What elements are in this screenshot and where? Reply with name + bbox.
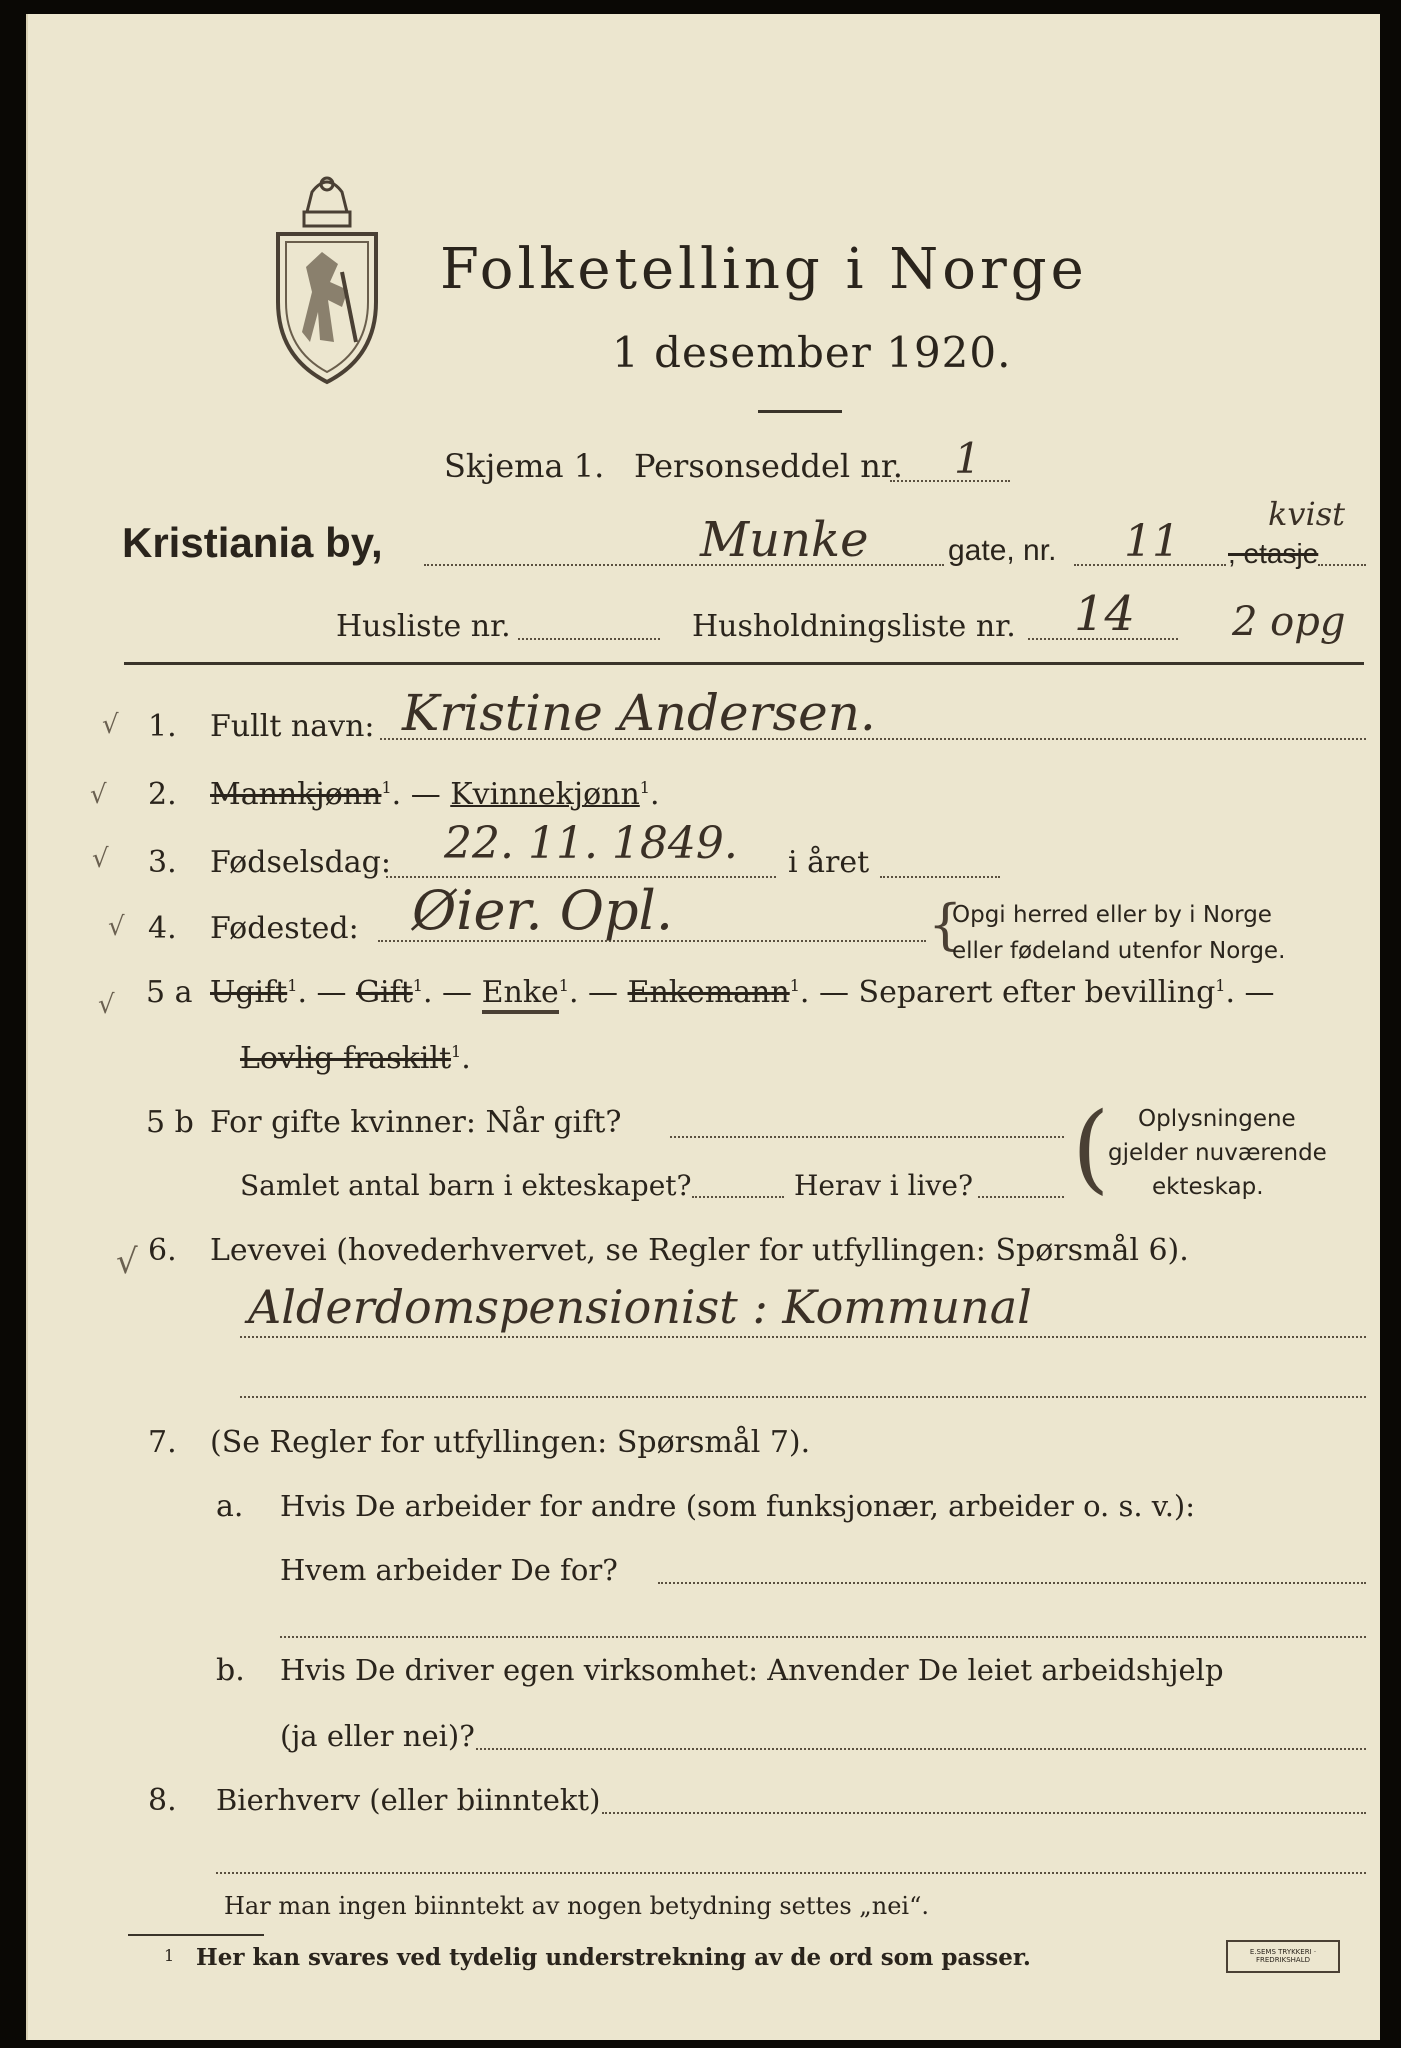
gift-option[interactable]: Gift [356,975,413,1010]
husholdningsliste-value: 14 [1074,586,1136,642]
street-value: Munke [700,512,869,568]
etasje-value: kvist [1268,495,1345,533]
check-mark-2: √ [90,780,107,810]
q7a-sub: Hvem arbeider De for? [280,1553,618,1587]
q5a-line2: Lovlig fraskilt$^1$. [240,1041,471,1076]
side-income-field-1[interactable] [602,1812,1366,1814]
living-label: Herav i live? [794,1169,973,1202]
q4-brace: { [928,893,963,956]
q5b-note-line3: ekteskap. [1152,1174,1264,1200]
q7-label: (Se Regler for utfyllingen: Spørsmål 7). [210,1425,811,1460]
female-option[interactable]: Kvinnekjønn [450,777,640,812]
q4-note-line1: Opgi herred eller by i Norge [952,902,1272,928]
enkemann-option[interactable]: Enkemann [627,975,790,1010]
q3-number: 3. [148,845,177,880]
form-title: Folketelling i Norge [440,237,1088,302]
city-label: Kristiania by, [122,519,383,566]
check-mark-6: √ [116,1242,138,1282]
husholdningsliste-extra: 2 opg [1232,599,1346,645]
q7a-letter: a. [216,1489,244,1524]
q7-number: 7. [148,1425,177,1460]
q1-number: 1. [148,709,177,744]
children-label: Samlet antal barn i ekteskapet? [240,1169,692,1202]
occupation-field-1[interactable] [240,1336,1366,1338]
q7b-sub: (ja eller nei)? [280,1719,475,1753]
personseddel-field[interactable] [890,480,1010,482]
q7a-text: Hvis De arbeider for andre (som funksjonær, arbeider o. s. v.): [280,1489,1196,1523]
husliste-label: Husliste nr. [336,609,511,644]
section-divider [124,662,1364,665]
q6-label: Levevei (hovederhvervet, se Regler for utfyllingen: Spørsmål 6). [210,1233,1189,1268]
lovlig-fraskilt-option[interactable]: Lovlig fraskilt [240,1041,452,1076]
living-field[interactable] [978,1196,1064,1198]
hired-help-field[interactable] [476,1748,1366,1750]
q6-number: 6. [148,1233,177,1268]
q4-label: Fødested: [210,911,359,946]
schema-label: Skjema 1. [444,447,605,485]
married-when-field[interactable] [670,1136,1064,1138]
q4-note-line2: eller fødeland utenfor Norge. [952,938,1286,964]
year-field[interactable] [880,876,1000,878]
year-label: i året [788,845,870,880]
check-mark-5: √ [98,990,115,1020]
coat-of-arms-emblem [272,172,382,388]
footnote-mark: 1 [164,1946,175,1965]
q2-number: 2. [148,777,177,812]
male-option[interactable]: Mannkjønn [210,777,382,812]
check-mark-3: √ [92,844,109,874]
q5b-brace: ( [1072,1092,1110,1204]
occupation-value: Alderdomspensionist : Kommunal [248,1280,1032,1334]
etasje-label: , etasje [1228,538,1319,569]
q5b-note-line2: gjelder nuværende [1108,1140,1327,1166]
etasje-field[interactable] [1318,564,1366,566]
separert-option[interactable]: Separert efter bevilling [858,975,1216,1010]
title-divider [758,410,842,413]
q5a-options: Ugift$^1$. — Gift$^1$. — Enke$^1$. — Enkemann$^1$. — Separert efter bevilling$^1$. — [210,978,1275,1008]
enke-option[interactable]: Enke [482,975,559,1014]
q5b-number: 5 b [146,1105,194,1140]
footnote-text: Her kan svares ved tydelig understrekning av de ord som passer. [196,1944,1031,1971]
gate-nr-value: 11 [1124,516,1180,567]
full-name-value: Kristine Andersen. [402,684,876,742]
printer-mark: E.SEMS TRYKKERI · FREDRIKSHALD [1226,1940,1340,1973]
q7b-letter: b. [216,1653,245,1688]
census-date: 1 desember 1920. [612,328,1012,377]
children-field[interactable] [692,1196,784,1198]
q5a-number: 5 a [146,975,193,1010]
husholdningsliste-label: Husholdningsliste nr. [692,609,1016,644]
check-mark-1: √ [102,710,119,740]
q8-label: Bierhverv (eller biinntekt) [216,1783,601,1817]
q8-number: 8. [148,1783,177,1818]
husliste-field[interactable] [518,638,660,640]
side-income-field-2[interactable] [216,1872,1366,1874]
q7b-text: Hvis De driver egen virksomhet: Anvender De leiet arbeidshjelp [280,1653,1224,1687]
q2-options: Mannkjønn$^1$. — Kvinnekjønn$^1$. [210,777,660,812]
census-form-sheet [26,14,1380,2040]
employer-field-1[interactable] [658,1582,1366,1584]
q5b-label: For gifte kvinner: Når gift? [210,1105,622,1140]
q4-number: 4. [148,911,177,946]
gate-label: gate, nr. [948,534,1057,567]
employer-field-2[interactable] [280,1636,1366,1638]
birthdate-field[interactable] [386,876,776,878]
q5b-note-line1: Oplysningene [1138,1106,1296,1132]
q3-label: Fødselsdag: [210,845,391,880]
occupation-field-2[interactable] [240,1396,1366,1398]
ugift-option[interactable]: Ugift [210,975,288,1010]
personseddel-value: 1 [954,434,981,483]
footer-note: Har man ingen biinntekt av nogen betydning settes „nei“. [224,1892,929,1920]
footnote-divider [128,1934,264,1936]
personseddel-label: Personseddel nr. [634,447,903,485]
birthplace-value: Øier. Opl. [412,879,673,942]
check-mark-4: √ [108,912,125,942]
birthdate-value: 22. 11. 1849. [444,818,738,869]
q1-label: Fullt navn: [210,709,375,744]
